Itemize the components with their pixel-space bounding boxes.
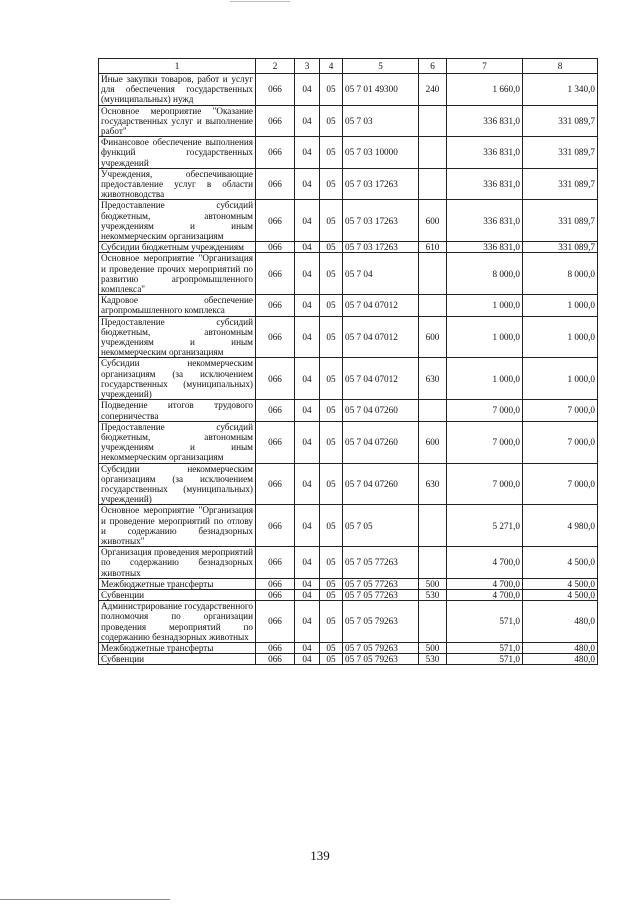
expense-type-cell: 630 xyxy=(419,463,447,505)
expense-type-cell: 600 xyxy=(419,421,447,463)
subsection-code-cell: 05 xyxy=(320,242,343,253)
target-article-cell: 05 7 04 xyxy=(343,253,419,295)
section-code-cell: 04 xyxy=(295,358,320,400)
ministry-code-cell: 066 xyxy=(256,137,295,169)
item-name-cell: Иные закупки товаров, работ и услуг для обеспечения государственных (муниципальных) нужд xyxy=(99,74,256,106)
item-name-cell: Предоставление субсидий бюджетным, автономным учреждениям и иным некоммерческим организациям xyxy=(99,316,256,358)
column-header: 7 xyxy=(447,59,523,74)
subsection-code-cell: 05 xyxy=(320,295,343,316)
amount-year2-cell: 331 089,7 xyxy=(523,242,598,253)
column-header: 2 xyxy=(256,59,295,74)
target-article-cell: 05 7 04 07260 xyxy=(343,400,419,421)
table-row xyxy=(99,253,598,295)
item-name-cell: Субсидии некоммерческим организациям (за исключением государственных (муниципальных) учреждений) xyxy=(99,358,256,400)
amount-year1-cell: 336 831,0 xyxy=(447,200,523,242)
subsection-code-cell: 05 xyxy=(320,358,343,400)
expense-type-cell: 500 xyxy=(419,578,447,589)
table-row xyxy=(99,295,598,316)
amount-year2-cell: 8 000,0 xyxy=(523,253,598,295)
table-row xyxy=(99,547,598,579)
subsection-code-cell: 05 xyxy=(320,505,343,547)
expense-type-cell xyxy=(419,295,447,316)
column-header: 3 xyxy=(295,59,320,74)
section-code-cell: 04 xyxy=(295,400,320,421)
table-row xyxy=(99,421,598,463)
table-row xyxy=(99,654,598,665)
section-code-cell: 04 xyxy=(295,463,320,505)
amount-year2-cell: 4 980,0 xyxy=(523,505,598,547)
section-code-cell: 04 xyxy=(295,654,320,665)
expense-type-cell xyxy=(419,400,447,421)
amount-year1-cell: 4 700,0 xyxy=(447,589,523,600)
column-header: 6 xyxy=(419,59,447,74)
subsection-code-cell: 05 xyxy=(320,137,343,169)
subsection-code-cell: 05 xyxy=(320,421,343,463)
table-row xyxy=(99,137,598,169)
amount-year2-cell: 1 000,0 xyxy=(523,316,598,358)
amount-year1-cell: 571,0 xyxy=(447,642,523,653)
amount-year2-cell: 4 500,0 xyxy=(523,589,598,600)
item-name-cell: Предоставление субсидий бюджетным, автономным учреждениям и иным некоммерческим организациям xyxy=(99,421,256,463)
ministry-code-cell: 066 xyxy=(256,601,295,643)
ministry-code-cell: 066 xyxy=(256,642,295,653)
amount-year1-cell: 336 831,0 xyxy=(447,137,523,169)
target-article-cell: 05 7 03 17263 xyxy=(343,168,419,200)
amount-year1-cell: 1 660,0 xyxy=(447,74,523,106)
amount-year2-cell: 480,0 xyxy=(523,654,598,665)
table-row xyxy=(99,505,598,547)
target-article-cell: 05 7 03 10000 xyxy=(343,137,419,169)
expense-type-cell xyxy=(419,105,447,137)
item-name-cell: Основное мероприятие "Оказание государственных услуг и выполнение работ" xyxy=(99,105,256,137)
subsection-code-cell: 05 xyxy=(320,642,343,653)
amount-year1-cell: 8 000,0 xyxy=(447,253,523,295)
ministry-code-cell: 066 xyxy=(256,421,295,463)
page-number: 139 xyxy=(310,848,330,863)
amount-year2-cell: 331 089,7 xyxy=(523,200,598,242)
ministry-code-cell: 066 xyxy=(256,242,295,253)
table-row xyxy=(99,589,598,600)
item-name-cell: Субвенции xyxy=(99,589,256,600)
item-name-cell: Субсидии бюджетным учреждениям xyxy=(99,242,256,253)
item-name-cell: Кадровое обеспечение агропромышленного комплекса xyxy=(99,295,256,316)
section-code-cell: 04 xyxy=(295,105,320,137)
amount-year1-cell: 1 000,0 xyxy=(447,358,523,400)
amount-year2-cell: 480,0 xyxy=(523,601,598,643)
scan-edge-bottom xyxy=(0,899,170,900)
amount-year1-cell: 1 000,0 xyxy=(447,316,523,358)
subsection-code-cell: 05 xyxy=(320,601,343,643)
amount-year1-cell: 7 000,0 xyxy=(447,400,523,421)
target-article-cell: 05 7 04 07012 xyxy=(343,295,419,316)
amount-year2-cell: 331 089,7 xyxy=(523,168,598,200)
target-article-cell: 05 7 01 49300 xyxy=(343,74,419,106)
amount-year2-cell: 1 000,0 xyxy=(523,358,598,400)
target-article-cell: 05 7 04 07012 xyxy=(343,316,419,358)
ministry-code-cell: 066 xyxy=(256,654,295,665)
ministry-code-cell: 066 xyxy=(256,295,295,316)
budget-table xyxy=(98,58,598,665)
target-article-cell: 05 7 05 xyxy=(343,505,419,547)
section-code-cell: 04 xyxy=(295,242,320,253)
ministry-code-cell: 066 xyxy=(256,547,295,579)
section-code-cell: 04 xyxy=(295,253,320,295)
ministry-code-cell: 066 xyxy=(256,578,295,589)
target-article-cell: 05 7 04 07260 xyxy=(343,421,419,463)
amount-year1-cell: 336 831,0 xyxy=(447,168,523,200)
table-row xyxy=(99,601,598,643)
column-header: 4 xyxy=(320,59,343,74)
amount-year2-cell: 4 500,0 xyxy=(523,578,598,589)
item-name-cell: Основное мероприятие "Организация и проведение прочих мероприятий по развитию агропромышленного комплекса" xyxy=(99,253,256,295)
section-code-cell: 04 xyxy=(295,74,320,106)
item-name-cell: Основное мероприятие "Организация и проведение мероприятий по отлову и содержанию безнадзорных животных" xyxy=(99,505,256,547)
table-header-row xyxy=(99,59,598,74)
expense-type-cell: 610 xyxy=(419,242,447,253)
amount-year1-cell: 5 271,0 xyxy=(447,505,523,547)
amount-year1-cell: 4 700,0 xyxy=(447,547,523,579)
column-header: 1 xyxy=(99,59,256,74)
subsection-code-cell: 05 xyxy=(320,400,343,421)
subsection-code-cell: 05 xyxy=(320,74,343,106)
expense-type-cell: 630 xyxy=(419,358,447,400)
table-body xyxy=(99,74,598,665)
ministry-code-cell: 066 xyxy=(256,253,295,295)
expense-type-cell xyxy=(419,601,447,643)
subsection-code-cell: 05 xyxy=(320,589,343,600)
column-header: 8 xyxy=(523,59,598,74)
subsection-code-cell: 05 xyxy=(320,316,343,358)
target-article-cell: 05 7 05 79263 xyxy=(343,642,419,653)
ministry-code-cell: 066 xyxy=(256,105,295,137)
ministry-code-cell: 066 xyxy=(256,505,295,547)
target-article-cell: 05 7 03 xyxy=(343,105,419,137)
ministry-code-cell: 066 xyxy=(256,589,295,600)
table-row xyxy=(99,578,598,589)
section-code-cell: 04 xyxy=(295,547,320,579)
item-name-cell: Учреждения, обеспечивающие предоставление услуг в области животноводства xyxy=(99,168,256,200)
expense-type-cell: 530 xyxy=(419,654,447,665)
ministry-code-cell: 066 xyxy=(256,463,295,505)
target-article-cell: 05 7 05 79263 xyxy=(343,601,419,643)
target-article-cell: 05 7 04 07260 xyxy=(343,463,419,505)
item-name-cell: Администрирование государственного полномочия по организации проведения мероприятий по содержанию безнадзорных животных xyxy=(99,601,256,643)
expense-type-cell xyxy=(419,137,447,169)
ministry-code-cell: 066 xyxy=(256,74,295,106)
item-name-cell: Межбюджетные трансферты xyxy=(99,642,256,653)
section-code-cell: 04 xyxy=(295,137,320,169)
expense-type-cell: 600 xyxy=(419,316,447,358)
expense-type-cell xyxy=(419,168,447,200)
table-row xyxy=(99,463,598,505)
subsection-code-cell: 05 xyxy=(320,168,343,200)
table-row xyxy=(99,400,598,421)
target-article-cell: 05 7 04 07012 xyxy=(343,358,419,400)
table-row xyxy=(99,642,598,653)
scan-edge-top xyxy=(230,1,290,2)
target-article-cell: 05 7 05 77263 xyxy=(343,589,419,600)
target-article-cell: 05 7 05 77263 xyxy=(343,578,419,589)
item-name-cell: Подведение итогов трудового соперничества xyxy=(99,400,256,421)
amount-year2-cell: 331 089,7 xyxy=(523,105,598,137)
subsection-code-cell: 05 xyxy=(320,253,343,295)
ministry-code-cell: 066 xyxy=(256,316,295,358)
table-row xyxy=(99,242,598,253)
amount-year2-cell: 480,0 xyxy=(523,642,598,653)
amount-year2-cell: 7 000,0 xyxy=(523,421,598,463)
amount-year1-cell: 336 831,0 xyxy=(447,105,523,137)
amount-year2-cell: 331 089,7 xyxy=(523,137,598,169)
table-row xyxy=(99,200,598,242)
amount-year1-cell: 336 831,0 xyxy=(447,242,523,253)
amount-year2-cell: 1 000,0 xyxy=(523,295,598,316)
expense-type-cell xyxy=(419,547,447,579)
expense-type-cell: 500 xyxy=(419,642,447,653)
amount-year1-cell: 4 700,0 xyxy=(447,578,523,589)
item-name-cell: Субвенции xyxy=(99,654,256,665)
column-header: 5 xyxy=(343,59,419,74)
table-row xyxy=(99,74,598,106)
section-code-cell: 04 xyxy=(295,642,320,653)
subsection-code-cell: 05 xyxy=(320,105,343,137)
section-code-cell: 04 xyxy=(295,316,320,358)
target-article-cell: 05 7 03 17263 xyxy=(343,200,419,242)
subsection-code-cell: 05 xyxy=(320,200,343,242)
amount-year1-cell: 571,0 xyxy=(447,601,523,643)
subsection-code-cell: 05 xyxy=(320,463,343,505)
amount-year2-cell: 1 340,0 xyxy=(523,74,598,106)
item-name-cell: Межбюджетные трансферты xyxy=(99,578,256,589)
table-row xyxy=(99,358,598,400)
item-name-cell: Субсидии некоммерческим организациям (за исключением государственных (муниципальных) учреждений) xyxy=(99,463,256,505)
item-name-cell: Финансовое обеспечение выполнения функций государственных учреждений xyxy=(99,137,256,169)
target-article-cell: 05 7 05 79263 xyxy=(343,654,419,665)
table-row xyxy=(99,316,598,358)
ministry-code-cell: 066 xyxy=(256,168,295,200)
section-code-cell: 04 xyxy=(295,601,320,643)
target-article-cell: 05 7 05 77263 xyxy=(343,547,419,579)
ministry-code-cell: 066 xyxy=(256,358,295,400)
ministry-code-cell: 066 xyxy=(256,200,295,242)
section-code-cell: 04 xyxy=(295,578,320,589)
expense-type-cell: 530 xyxy=(419,589,447,600)
amount-year2-cell: 7 000,0 xyxy=(523,400,598,421)
subsection-code-cell: 05 xyxy=(320,654,343,665)
table-row xyxy=(99,105,598,137)
section-code-cell: 04 xyxy=(295,295,320,316)
subsection-code-cell: 05 xyxy=(320,578,343,589)
section-code-cell: 04 xyxy=(295,168,320,200)
expense-type-cell xyxy=(419,253,447,295)
expense-type-cell xyxy=(419,505,447,547)
amount-year1-cell: 1 000,0 xyxy=(447,295,523,316)
item-name-cell: Организация проведения мероприятий по содержанию безнадзорных животных xyxy=(99,547,256,579)
section-code-cell: 04 xyxy=(295,505,320,547)
section-code-cell: 04 xyxy=(295,200,320,242)
section-code-cell: 04 xyxy=(295,421,320,463)
amount-year1-cell: 7 000,0 xyxy=(447,421,523,463)
section-code-cell: 04 xyxy=(295,589,320,600)
item-name-cell: Предоставление субсидий бюджетным, автономным учреждениям и иным некоммерческим организациям xyxy=(99,200,256,242)
amount-year2-cell: 7 000,0 xyxy=(523,463,598,505)
amount-year2-cell: 4 500,0 xyxy=(523,547,598,579)
subsection-code-cell: 05 xyxy=(320,547,343,579)
expense-type-cell: 600 xyxy=(419,200,447,242)
amount-year1-cell: 7 000,0 xyxy=(447,463,523,505)
amount-year1-cell: 571,0 xyxy=(447,654,523,665)
ministry-code-cell: 066 xyxy=(256,400,295,421)
table-row xyxy=(99,168,598,200)
target-article-cell: 05 7 03 17263 xyxy=(343,242,419,253)
expense-type-cell: 240 xyxy=(419,74,447,106)
